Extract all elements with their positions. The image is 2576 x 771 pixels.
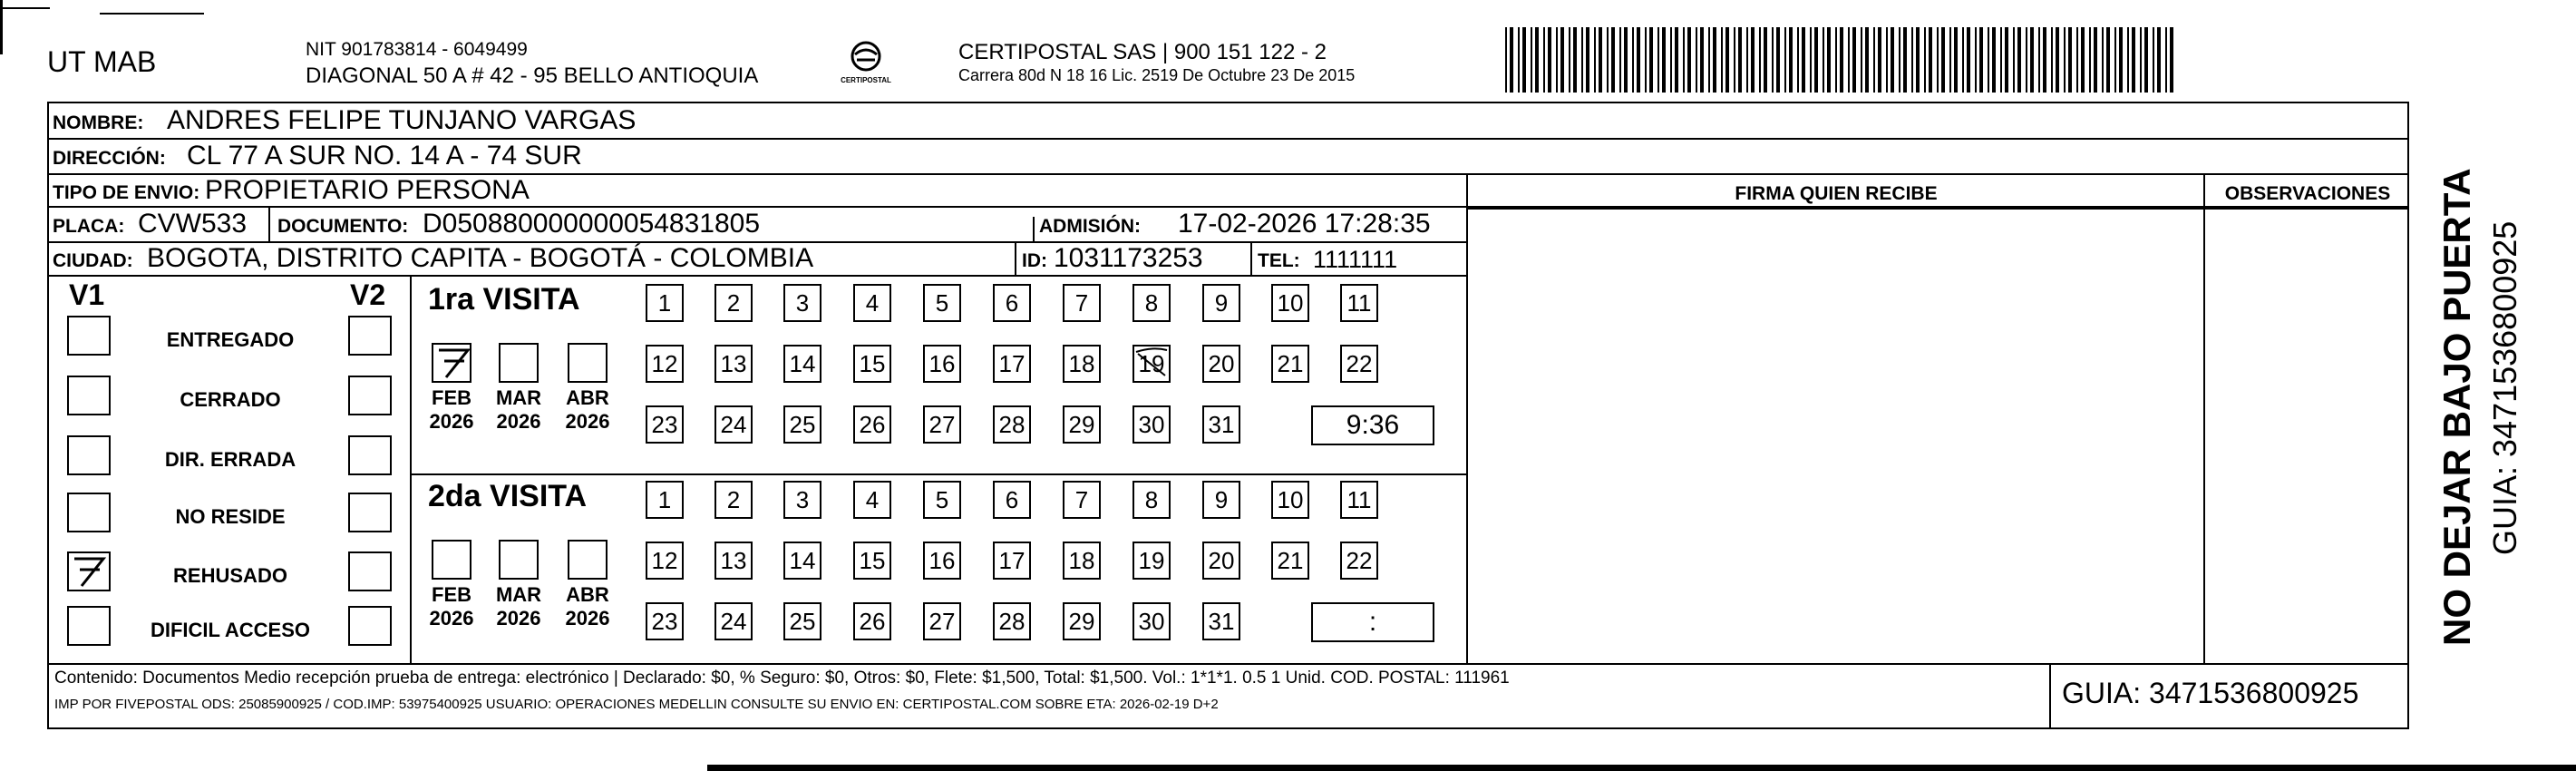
firma-header: FIRMA QUIEN RECIBE [1735, 183, 1938, 204]
day-box-7[interactable]: 7 [1063, 481, 1101, 519]
day-box-30[interactable]: 30 [1132, 405, 1171, 444]
sender-name: UT MAB [47, 45, 157, 78]
status-option-label: CERRADO [180, 388, 281, 411]
month-checkbox-feb[interactable] [432, 343, 471, 383]
month-checkbox-abr[interactable] [568, 540, 608, 580]
carrier-license: Carrera 80d N 18 16 Lic. 2519 De Octubre 23 De 2015 [958, 66, 1356, 84]
day-box-26[interactable]: 26 [853, 602, 891, 640]
day-box-7[interactable]: 7 [1063, 284, 1101, 322]
shipment-table [47, 102, 2409, 729]
day-box-25[interactable]: 25 [783, 602, 821, 640]
v2-checkbox-1[interactable] [348, 376, 392, 415]
id-label: ID: [1022, 250, 1047, 271]
carrier-name: CERTIPOSTAL SAS | 900 151 122 - 2 [958, 40, 1327, 64]
firma-header-line [1466, 208, 2409, 210]
day-box-9[interactable]: 9 [1202, 481, 1240, 519]
day-box-21[interactable]: 21 [1271, 542, 1309, 580]
month-checkbox-mar[interactable] [499, 540, 539, 580]
day-box-28[interactable]: 28 [993, 602, 1031, 640]
row-nombre [49, 103, 2407, 140]
status-option-label: REHUSADO [173, 564, 287, 587]
nombre-value: ANDRES FELIPE TUNJANO VARGAS [167, 105, 637, 135]
v1-checkbox-2[interactable] [67, 435, 111, 475]
day-box-25[interactable]: 25 [783, 405, 821, 444]
v2-label: V2 [350, 278, 386, 311]
day-box-14[interactable]: 14 [783, 542, 821, 580]
status-divider [410, 277, 412, 663]
day-box-2[interactable]: 2 [714, 284, 753, 322]
day-box-31[interactable]: 31 [1202, 405, 1240, 444]
documento-value: D050880000000054831805 [423, 209, 761, 239]
obs-divider [2203, 175, 2205, 663]
day-box-9[interactable]: 9 [1202, 284, 1240, 322]
day-box-2[interactable]: 2 [714, 481, 753, 519]
row-direccion [49, 140, 2407, 175]
day-box-14[interactable]: 14 [783, 345, 821, 383]
nombre-label: NOMBRE: [53, 112, 144, 133]
day-box-10[interactable]: 10 [1271, 481, 1309, 519]
month-label: FEB 2026 [429, 583, 474, 629]
admision-label: ADMISIÓN: [1039, 216, 1141, 237]
placa-value: CVW533 [138, 209, 248, 239]
observaciones-area[interactable] [2207, 210, 2408, 663]
footer-content: Contenido: Documentos Medio recepción prueba de entrega: electrónico | Declarado: $0, % Seguro: $0, Otros: $0, Flete: $1,500, Total: $1,500. Vol.: 1*1*1. 0.5 1 Unid. COD. POSTAL: 111961 [54, 669, 1510, 688]
day-box-10[interactable]: 10 [1271, 284, 1309, 322]
day-box-12[interactable]: 12 [646, 345, 684, 383]
ciudad-value: BOGOTA, DISTRITO CAPITA - BOGOTÁ - COLOMBIA [147, 243, 814, 273]
day-box-29[interactable]: 29 [1063, 405, 1101, 444]
footer-guia-divider [2049, 663, 2051, 729]
day-box-23[interactable]: 23 [646, 405, 684, 444]
day-box-19[interactable]: 19 [1132, 542, 1171, 580]
v2-checkbox-3[interactable] [348, 493, 392, 532]
visit-time-field[interactable]: 9:36 [1311, 405, 1434, 445]
side-guia: GUIA: 3471536800925 [2486, 220, 2523, 555]
firma-divider [1466, 175, 1468, 663]
row-placa [49, 208, 1468, 243]
day-box-15[interactable]: 15 [853, 542, 891, 580]
day-box-22[interactable]: 22 [1340, 345, 1378, 383]
visit-title: 2da VISITA [428, 479, 588, 513]
documento-label: DOCUMENTO: [277, 216, 409, 237]
v1-checkbox-5[interactable] [67, 606, 111, 646]
tel-label: TEL: [1258, 250, 1300, 271]
footer-print-info: IMP POR FIVEPOSTAL ODS: 25085900925 / COD.IMP: 53975400925 USUARIO: OPERACIONES MEDELLIN CONSULTE SU ENVIO EN: CERTIPOSTAL.COM SOBRE ETA: 2026-02-19 D+2 [54, 697, 1219, 712]
day-box-29[interactable]: 29 [1063, 602, 1101, 640]
scan-edge [707, 765, 2576, 771]
day-box-20[interactable]: 20 [1202, 542, 1240, 580]
day-box-24[interactable]: 24 [714, 405, 753, 444]
day-box-23[interactable]: 23 [646, 602, 684, 640]
observaciones-header: OBSERVACIONES [2224, 183, 2391, 204]
day-box-4[interactable]: 4 [853, 481, 891, 519]
sender-nit: NIT 901783814 - 6049499 [306, 39, 528, 60]
day-box-6[interactable]: 6 [993, 284, 1031, 322]
day-box-28[interactable]: 28 [993, 405, 1031, 444]
v1-checkbox-3[interactable] [67, 493, 111, 532]
status-option-label: DIFICIL ACCESO [150, 619, 310, 641]
day-box-18[interactable]: 18 [1063, 542, 1101, 580]
day-box-18[interactable]: 18 [1063, 345, 1101, 383]
row-ciudad [49, 243, 1468, 277]
day-box-16[interactable]: 16 [923, 345, 961, 383]
day-box-16[interactable]: 16 [923, 542, 961, 580]
day-box-8[interactable]: 8 [1132, 284, 1171, 322]
day-box-5[interactable]: 5 [923, 284, 961, 322]
v2-checkbox-5[interactable] [348, 606, 392, 646]
month-checkbox-feb[interactable] [432, 540, 471, 580]
day-box-15[interactable]: 15 [853, 345, 891, 383]
day-box-12[interactable]: 12 [646, 542, 684, 580]
day-box-22[interactable]: 22 [1340, 542, 1378, 580]
visit-title: 1ra VISITA [428, 282, 580, 317]
status-option-label: ENTREGADO [166, 328, 295, 351]
v2-checkbox-2[interactable] [348, 435, 392, 475]
day-box-17[interactable]: 17 [993, 345, 1031, 383]
day-box-11[interactable]: 11 [1340, 284, 1378, 322]
month-label: MAR 2026 [495, 386, 542, 433]
day-box-24[interactable]: 24 [714, 602, 753, 640]
firma-area[interactable] [1469, 210, 2202, 663]
visit-time-field[interactable]: : [1311, 602, 1434, 642]
admision-value: 17-02-2026 17:28:35 [1178, 209, 1431, 239]
visit-divider [410, 473, 1468, 475]
direccion-label: DIRECCIÓN: [53, 148, 166, 169]
footer-top-line [49, 663, 2409, 665]
status-option-label: DIR. ERRADA [164, 448, 296, 471]
tipo-label: TIPO DE ENVIO: [53, 182, 200, 203]
month-label: ABR 2026 [565, 583, 610, 629]
month-checkbox-mar[interactable] [499, 343, 539, 383]
v1-checkbox-0[interactable] [67, 316, 111, 356]
day-box-30[interactable]: 30 [1132, 602, 1171, 640]
v1-checkbox-1[interactable] [67, 376, 111, 415]
day-box-3[interactable]: 3 [783, 284, 821, 322]
direccion-value: CL 77 A SUR NO. 14 A - 74 SUR [187, 141, 582, 171]
tel-value: 1111111 [1313, 246, 1398, 273]
day-box-4[interactable]: 4 [853, 284, 891, 322]
id-value: 1031173253 [1054, 243, 1203, 273]
v2-checkbox-0[interactable] [348, 316, 392, 356]
month-checkbox-abr[interactable] [568, 343, 608, 383]
tipo-value: PROPIETARIO PERSONA [205, 175, 530, 205]
day-box-26[interactable]: 26 [853, 405, 891, 444]
day-box-11[interactable]: 11 [1340, 481, 1378, 519]
day-box-1[interactable]: 1 [646, 481, 684, 519]
day-box-13[interactable]: 13 [714, 345, 753, 383]
day-box-6[interactable]: 6 [993, 481, 1031, 519]
certipostal-logo: CERTIPOSTAL [839, 36, 893, 89]
day-box-17[interactable]: 17 [993, 542, 1031, 580]
day-box-27[interactable]: 27 [923, 405, 961, 444]
day-box-31[interactable]: 31 [1202, 602, 1240, 640]
placa-label: PLACA: [53, 216, 125, 237]
day-box-13[interactable]: 13 [714, 542, 753, 580]
month-label: ABR 2026 [565, 386, 610, 433]
day-box-8[interactable]: 8 [1132, 481, 1171, 519]
month-label: MAR 2026 [495, 583, 542, 629]
barcode [1505, 27, 2176, 93]
day-box-5[interactable]: 5 [923, 481, 961, 519]
day-box-27[interactable]: 27 [923, 602, 961, 640]
v1-checkbox-4[interactable] [67, 551, 111, 591]
day-box-1[interactable]: 1 [646, 284, 684, 322]
ciudad-label: CIUDAD: [53, 250, 133, 271]
day-box-21[interactable]: 21 [1271, 345, 1309, 383]
top-tick [0, 7, 50, 9]
status-option-label: NO RESIDE [175, 505, 286, 528]
v2-checkbox-4[interactable] [348, 551, 392, 591]
footer-guia: GUIA: 3471536800925 [2062, 677, 2359, 709]
v1-label: V1 [69, 278, 105, 311]
day-box-19[interactable]: 19 [1132, 345, 1171, 383]
day-box-3[interactable]: 3 [783, 481, 821, 519]
top-tick-2 [100, 13, 204, 15]
day-box-20[interactable]: 20 [1202, 345, 1240, 383]
sender-address: DIAGONAL 50 A # 42 - 95 BELLO ANTIOQUIA [306, 63, 759, 88]
side-notice: NO DEJAR BAJO PUERTA [2435, 168, 2478, 646]
month-label: FEB 2026 [429, 386, 474, 433]
